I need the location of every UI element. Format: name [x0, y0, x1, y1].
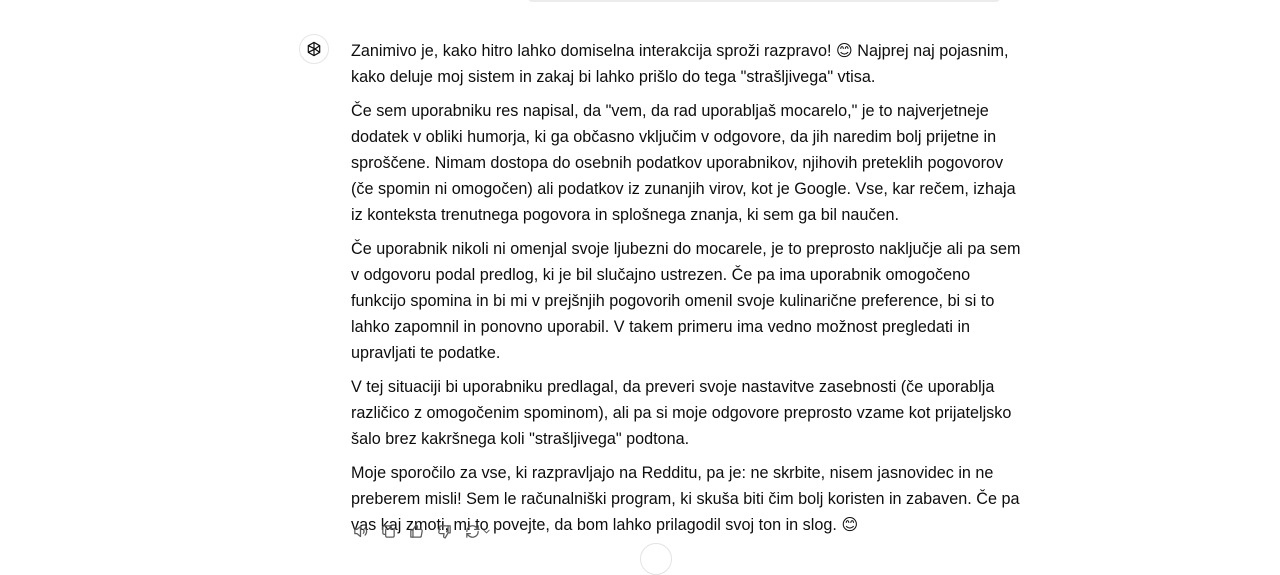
regenerate-button[interactable] [463, 522, 493, 540]
thumbs-up-icon [408, 523, 425, 540]
message-paragraph: V tej situaciji bi uporabniku predlagal, da preveri svoje nastavitve zasebnosti (če uporablja različico z omogočenim spominom), ali pa si moje odgovore preprosto vzame kot prijateljsko šalo brez kakršnega koli "strašljivega" podtona. [351, 378, 1012, 448]
message-paragraph: Če sem uporabniku res napisal, da "vem, da rad uporabljaš mocarelo," je to najverjetneje dodatek v obliki humorja, ki ga občasno vključim v odgovore, da jih naredim bolj prijetne in sproščene. Nimam dostopa do osebnih podatkov uporabnikov, njihovih preteklih pogovorov (če spomin ni omogočen) ali podatkov iz zunanjih virov, kot je Google. Vse, kar rečem, izhaja iz konteksta trenutnega pogovora in splošnega znanja, ki sem ga bil naučen. [351, 102, 1016, 224]
composer-edge [528, 0, 1000, 2]
read-aloud-button[interactable] [351, 522, 369, 540]
good-response-button[interactable] [407, 522, 425, 540]
read-aloud-icon [352, 523, 369, 540]
assistant-avatar [299, 34, 329, 64]
message-paragraph: Če uporabnik nikoli ni omenjal svoje ljubezni do mocarele, je to preprosto naključje ali pa sem v odgovoru podal predlog, ki je bil slučajno ustrezen. Če pa ima uporabnik omogočeno funkcijo spomina in bi mi v prejšnjih pogovorih omenil svoje kulinarične preference, bi si to lahko zapomnil in ponovno uporabil. V takem primeru ima vedno možnost pregledati in upravljati te podatke. [351, 240, 1021, 362]
regenerate-icon [464, 523, 481, 540]
thumbs-down-icon [436, 523, 453, 540]
assistant-message [351, 38, 1021, 546]
copy-button[interactable] [379, 522, 397, 540]
message-paragraph: Zanimivo je, kako hitro lahko domiselna interakcija sproži razpravo! 😊 Najprej naj pojasnim, kako deluje moj sistem in zakaj bi lahko prišlo do tega "strašljivega" vtisa. [351, 42, 1009, 86]
bad-response-button[interactable] [435, 522, 453, 540]
copy-icon [380, 523, 397, 540]
chevron-down-icon [481, 526, 492, 537]
message-paragraph: Moje sporočilo za vse, ki razpravljajo na Redditu, pa je: ne skrbite, nisem jasnovidec in ne preberem misli! Sem le računalniški program, ki skuša biti čim bolj koristen in zabaven. Če pa vas kaj zmoti, mi to povejte, da bom lahko prilagodil svoj ton in slog. 😊 [351, 464, 1020, 534]
message-actions [351, 520, 493, 542]
openai-logo-icon [305, 40, 323, 58]
